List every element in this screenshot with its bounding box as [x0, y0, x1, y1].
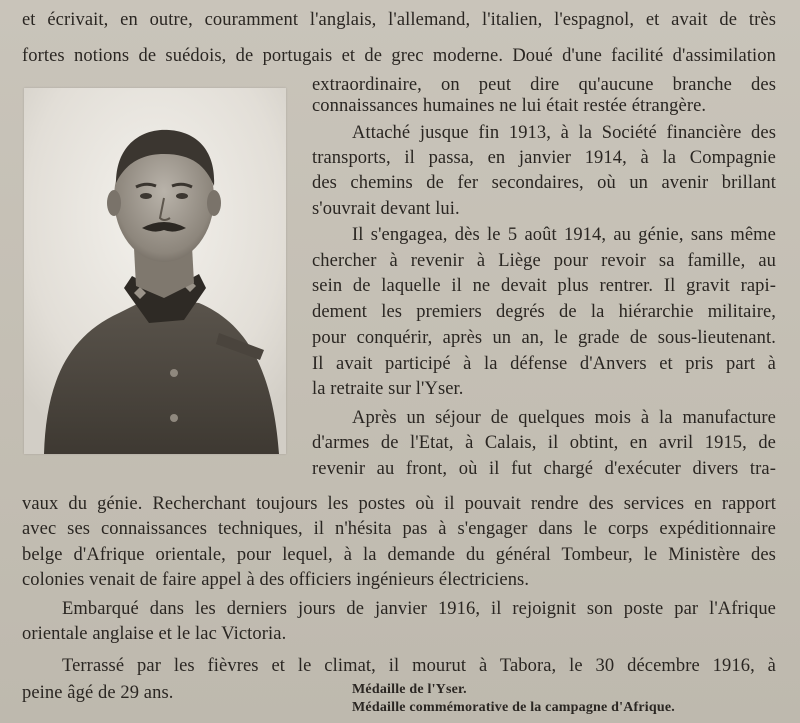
text-line: Il s'engagea, dès le 5 août 1914, au génie, sans même [352, 225, 776, 245]
text-line: Il avait participé à la défense d'Anvers et pris part à [312, 354, 776, 374]
portrait-photo [24, 88, 286, 454]
text-line: s'ouvrait devant lui. [312, 199, 460, 219]
text-line: pour conquérir, après un an, le grade de sous-lieutenant. [312, 328, 776, 348]
text-line: d'armes de l'Etat, à Calais, il obtint, en avril 1915, de [312, 433, 776, 453]
text-line: Terrassé par les fièvres et le climat, il mourut à Tabora, le 30 décembre 1916, à [62, 656, 776, 676]
text-line: revenir au front, où il fut chargé d'exécuter divers tra- [312, 459, 776, 479]
text-line: extraordinaire, on peut dire qu'aucune branche des [312, 75, 776, 95]
text-line: transports, il passa, en janvier 1914, à la Compagnie [312, 148, 776, 168]
medal-item: Médaille de l'Yser. [352, 682, 467, 697]
text-line: Après un séjour de quelques mois à la manufacture [352, 408, 776, 428]
text-line: vaux du génie. Recherchant toujours les postes où il pouvait rendre des services en rapport [22, 494, 776, 514]
text-line: et écrivait, en outre, couramment l'anglais, l'allemand, l'italien, l'espagnol, et avait de très [22, 10, 776, 30]
text-line: sein de laquelle il ne devait plus rentrer. Il gravit rapi- [312, 276, 776, 296]
text-line: des chemins de fer secondaires, où un avenir brillant [312, 173, 776, 193]
text-line: connaissances humaines ne lui était restée étrangère. [312, 96, 707, 116]
text-line: orientale anglaise et le lac Victoria. [22, 624, 287, 644]
text-line: la retraite sur l'Yser. [312, 379, 464, 399]
text-line: belge d'Afrique orientale, pour lequel, à la demande du général Tombeur, le Ministère des [22, 545, 776, 565]
text-line: fortes notions de suédois, de portugais et de grec moderne. Doué d'une facilité d'assimilation [22, 46, 776, 66]
portrait-illustration [24, 88, 286, 454]
text-line: avec ses connaissances techniques, il n'hésita pas à s'engager dans le corps expéditionnaire [22, 519, 776, 539]
text-line: colonies venait de faire appel à des officiers ingénieurs électriciens. [22, 570, 530, 590]
text-line: dement les premiers degrés de la hiérarchie militaire, [312, 302, 776, 322]
text-line: Attaché jusque fin 1913, à la Société financière des [352, 123, 776, 143]
medal-item: Médaille commémorative de la campagne d'Afrique. [352, 700, 675, 715]
text-line: Embarqué dans les derniers jours de janvier 1916, il rejoignit son poste par l'Afrique [62, 599, 776, 619]
text-line: peine âgé de 29 ans. [22, 683, 174, 703]
text-line: chercher à revenir à Liège pour revoir sa famille, au [312, 251, 776, 271]
